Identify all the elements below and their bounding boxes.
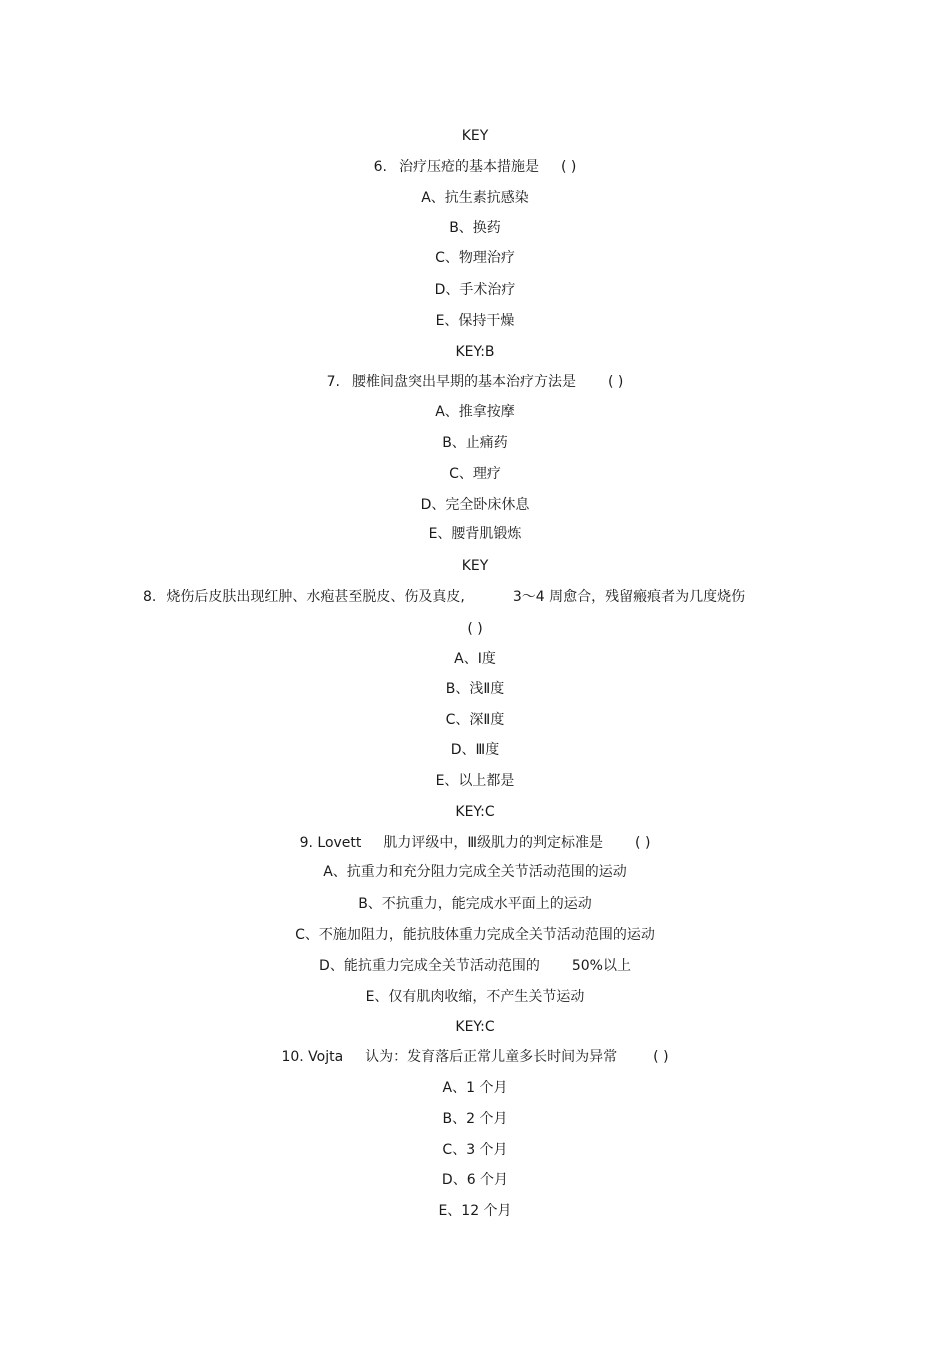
answer-blank: ( ) [467, 621, 483, 637]
option-a: A、抗生素抗感染 [421, 190, 529, 206]
question-8 [143, 588, 745, 606]
question-10 [0, 1048, 950, 1066]
question-text: 腰椎间盘突出早期的基本治疗方法是 [351, 374, 576, 390]
option-percent: 50%以上 [571, 958, 631, 974]
question-number: 7. [326, 374, 340, 390]
answer-blank: ( ) [635, 835, 651, 851]
question-number: 10. Vojta [281, 1049, 344, 1065]
question-number: 6. [373, 159, 387, 175]
option-d: D、Ⅲ度 [450, 742, 500, 758]
answer-key-line: KEY:B [455, 344, 495, 360]
option-a: A、1 个月 [442, 1080, 508, 1096]
option-b: B、止痛药 [442, 435, 508, 451]
option-e: E、仅有肌肉收缩，不产生关节运动 [365, 989, 585, 1005]
answer-key-line: KEY [461, 128, 489, 144]
option-a: A、Ⅰ度 [454, 651, 496, 667]
question-9 [0, 834, 950, 852]
question-text: 烧伤后皮肤出现红肿、水疱甚至脱皮、伤及真皮, [166, 589, 465, 605]
question-number: 9. Lovett [299, 835, 362, 851]
option-a: A、推拿按摩 [435, 404, 515, 420]
question-number: 8. [143, 589, 157, 605]
option-c: C、不施加阻力，能抗肢体重力完成全关节活动范围的运动 [295, 927, 655, 943]
option-e: E、保持干燥 [435, 313, 515, 329]
option-b: B、不抗重力，能完成水平面上的运动 [358, 896, 592, 912]
option-c: C、3 个月 [442, 1142, 508, 1158]
question-text: 治疗压疮的基本措施是 [398, 159, 539, 175]
answer-blank: ( ) [560, 159, 577, 175]
answer-blank: ( ) [607, 374, 624, 390]
answer-key-line: KEY [461, 558, 489, 574]
answer-key-line: KEY:C [455, 804, 495, 820]
option-c: C、理疗 [449, 466, 501, 482]
question-text-continued: 3～4 周愈合，残留瘢痕者为几度烧伤 [512, 589, 746, 605]
option-b: B、2 个月 [442, 1111, 508, 1127]
question-text: 肌力评级中，Ⅲ级肌力的判定标准是 [383, 835, 604, 851]
option-d: D、6 个月 [441, 1172, 509, 1188]
option-b: B、浅Ⅱ度 [445, 681, 505, 697]
answer-key-line: KEY:C [455, 1019, 495, 1035]
option-c: C、物理治疗 [435, 250, 515, 266]
option-e: E、腰背肌锻炼 [428, 526, 522, 542]
option-a: A、抗重力和充分阻力完成全关节活动范围的运动 [323, 864, 627, 880]
question-7 [0, 373, 950, 391]
answer-blank: ( ) [653, 1049, 669, 1065]
option-d: D、完全卧床休息 [420, 497, 530, 513]
option-e: E、12 个月 [438, 1203, 512, 1219]
option-text: D、能抗重力完成全关节活动范围的 [319, 958, 540, 974]
option-e: E、以上都是 [435, 773, 515, 789]
question-6 [0, 158, 950, 176]
option-c: C、深Ⅱ度 [445, 712, 505, 728]
option-d [0, 957, 950, 975]
option-b: B、换药 [449, 220, 501, 236]
question-text: 认为：发育落后正常儿童多长时间为异常 [365, 1049, 618, 1065]
option-d: D、手术治疗 [434, 282, 516, 298]
